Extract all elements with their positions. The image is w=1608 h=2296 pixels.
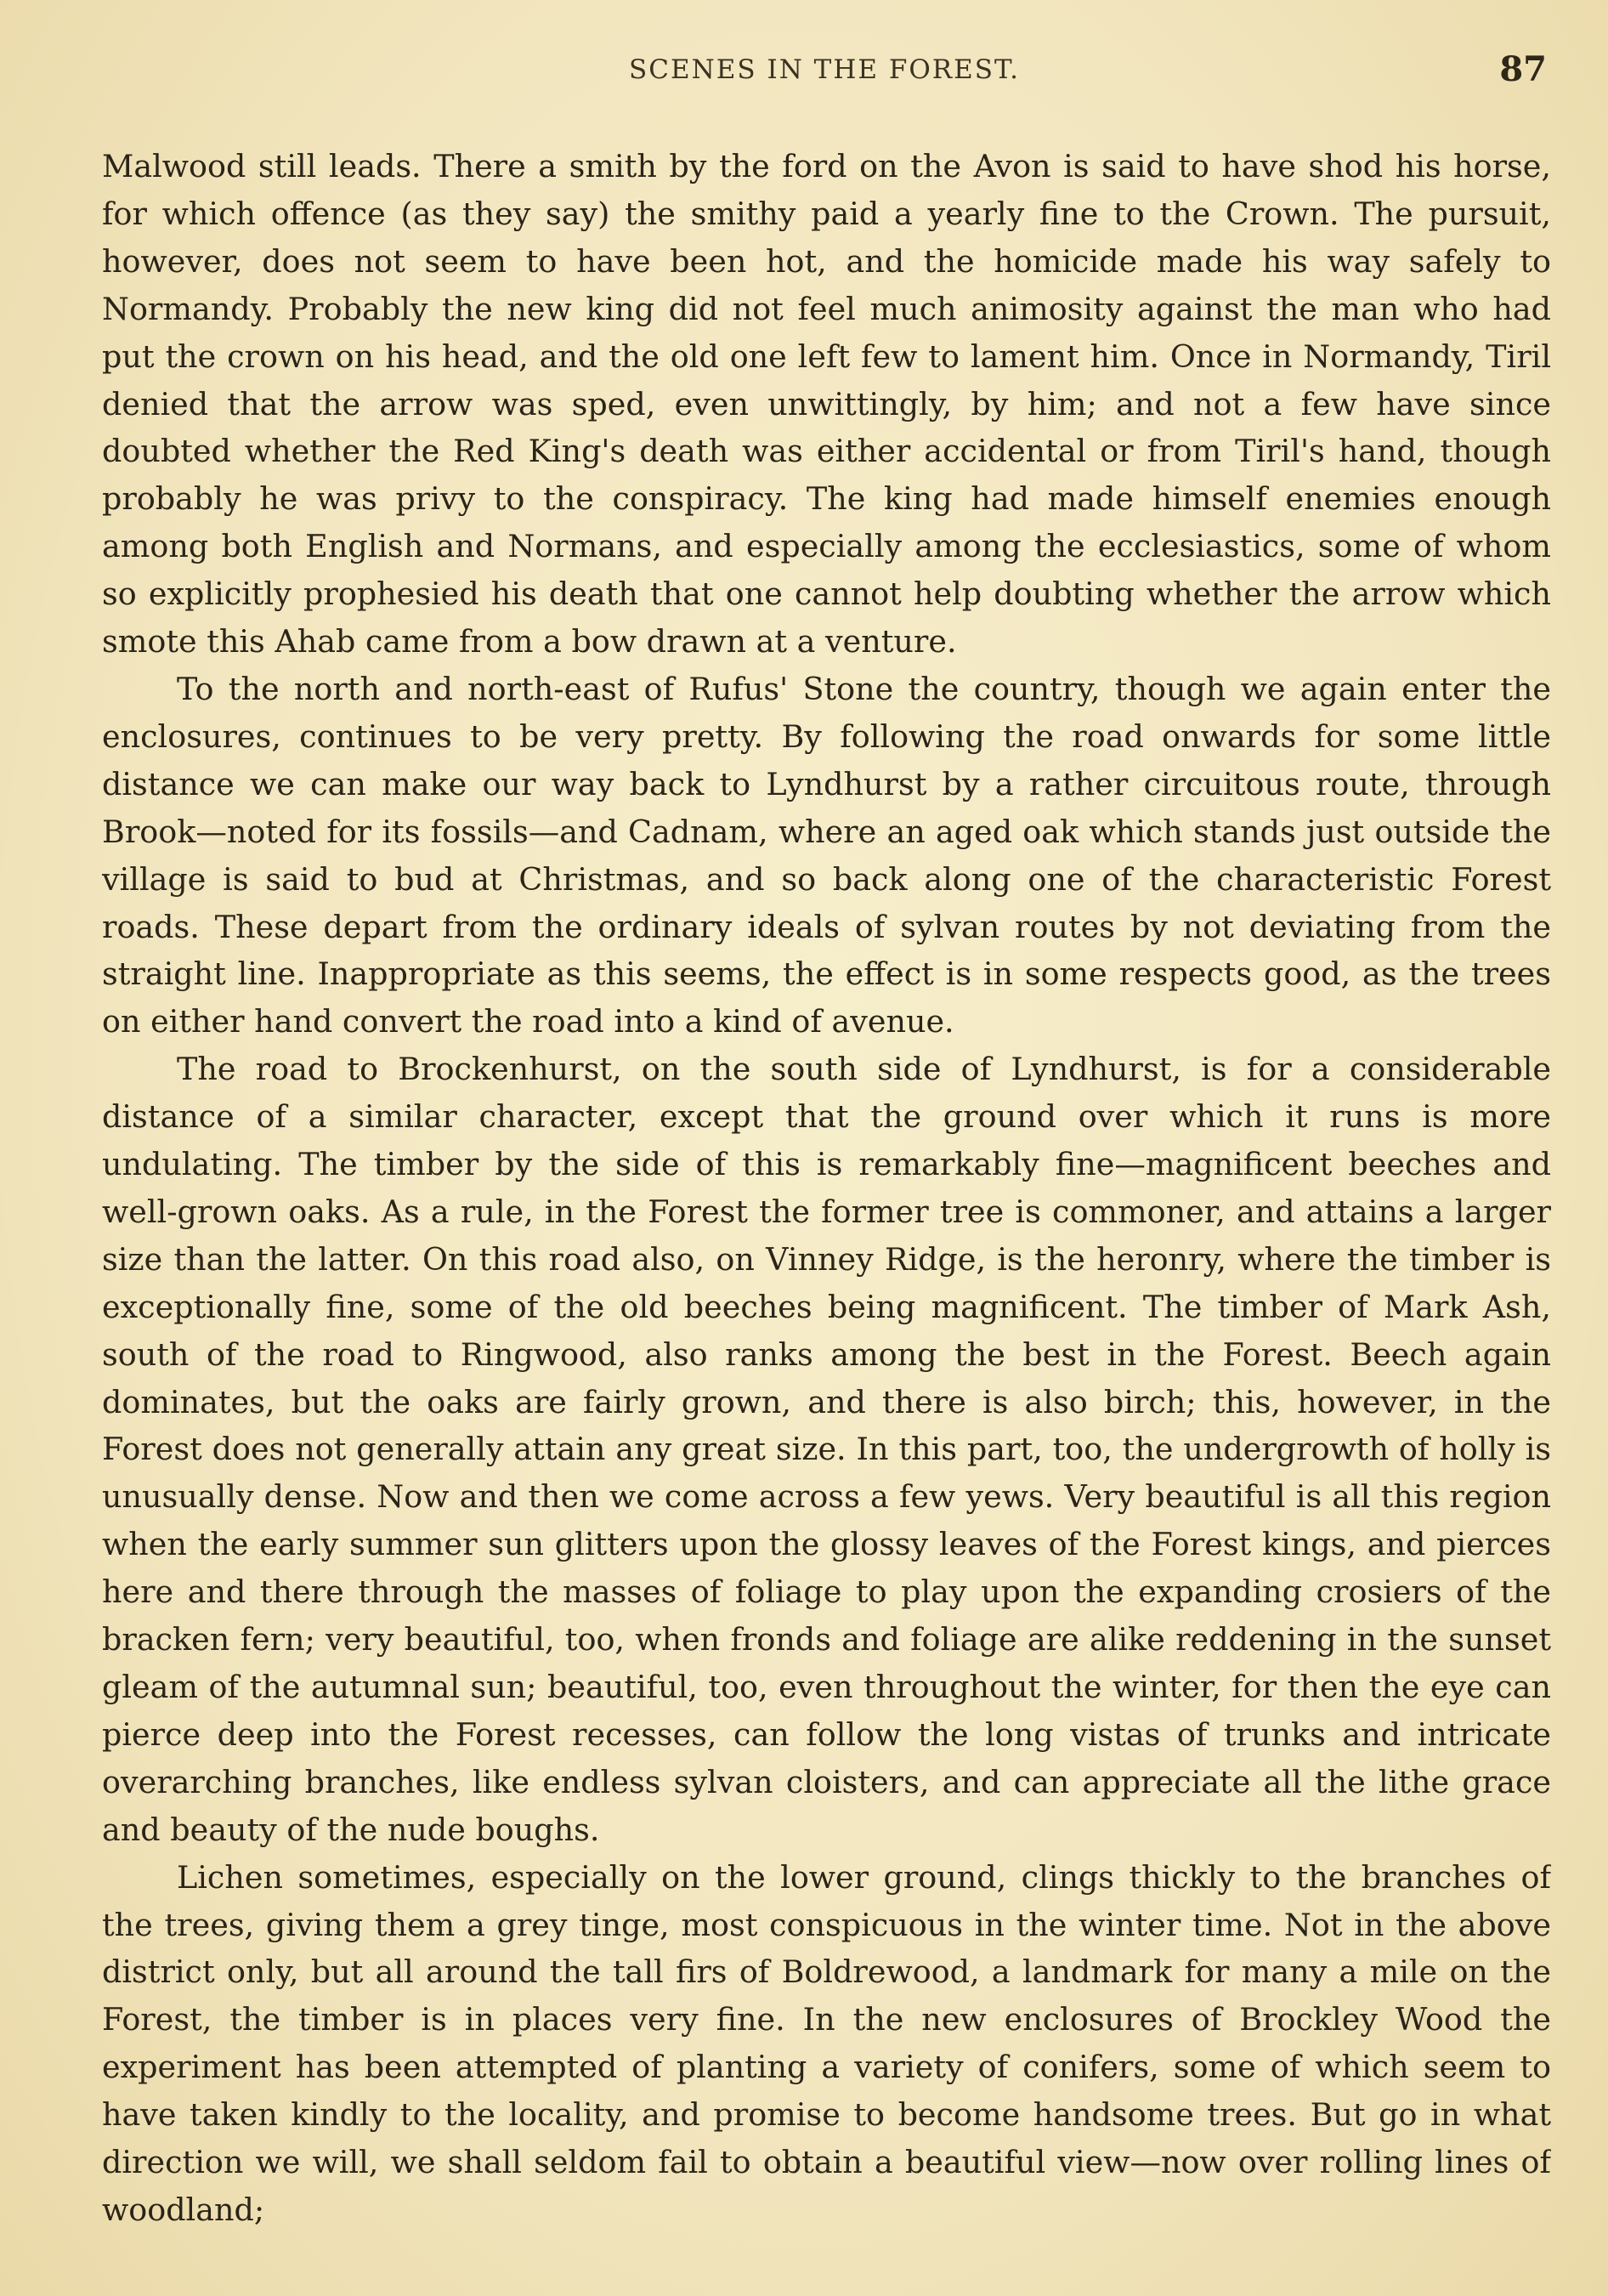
paragraph-rufus-stone: To the north and north-east of Rufus' Stone the country, though we again enter the enclosures, continues to be very pretty. By following the road onwards for some little distance we can make our way back to Lyndhurst by a rather circuitous route, through Brook—noted for its fossils—and Cadnam, where an aged oak which stands just outside the village is said to bud at Christmas, and so back along one of the characteristic Forest roads. These depart from the ordinary ideals of sylvan routes by not deviating from the straight line. Inappropriate as this seems, the effect is in some respects good, as the trees on either hand convert the road into a kind of avenue.	[102, 670, 1551, 1040]
running-head	[102, 49, 1547, 97]
paragraph-brockenhurst-road: The road to Brockenhurst, on the south side of Lyndhurst, is for a considerable distance of a similar character, except that the ground over which it runs is more undulating. The timber by the side of this is remarkably fine—magnificent beeches and well-grown oaks. As a rule, in the Forest the former tree is commoner, and attains a larger size than the latter. On this road also, on Vinney Ridge, is the heronry, where the timber is exceptionally fine, some of the old beeches being magnificent. The timber of Mark Ash, south of the road to Ringwood, also ranks among the best in the Forest. Beech again dominates, but the oaks are fairly grown, and there is also birch; this, however, in the Forest does not generally attain any great size. In this part, too, the undergrowth of holly is unusually dense. Now and then we come across a few yews. Very beautiful is all this region when the early summer sun glitters upon the glossy leaves of the Forest kings, and pierces here and there through the masses of foliage to play upon the expanding crosiers of the bracken fern; very beautiful, too, when fronds and foliage are alike reddening in the sunset gleam of the autumnal sun; beautiful, too, even throughout the winter, for then the eye can pierce deep into the Forest recesses, can follow the long vistas of trunks and intricate overarching branches, like endless sylvan cloisters, and can appreciate all the lithe grace and beauty of the nude boughs.	[102, 1051, 1551, 1848]
page-number: 87	[1499, 49, 1547, 89]
text-body	[102, 143, 1551, 2242]
running-title: SCENES IN THE FOREST.	[629, 54, 1020, 85]
paragraph-lichen: Lichen sometimes, especially on the lower ground, clings thickly to the branches of the trees, giving them a grey tinge, most conspicuous in the winter time. Not in the above district only, but all around the tall firs of Boldrewood, a landmark for many a mile on the Forest, the timber is in places very fine. In the new enclosures of Brockley Wood the experiment has been attempted of planting a variety of conifers, some of which seem to have taken kindly to the locality, and promise to become handsome trees. But go in what direction we will, we shall seldom fail to obtain a beautiful view—now over rolling lines of woodland;	[102, 1858, 1551, 2228]
paragraph-continued: Malwood still leads. There a smith by the ford on the Avon is said to have shod his horse, for which offence (as they say) the smithy paid a yearly fine to the Crown. The pursuit, however, does not seem to have been hot, and the homicide made his way safely to Normandy. Probably the new king did not feel much animosity against the man who had put the crown on his head, and the old one left few to lament him. Once in Normandy, Tiril denied that the arrow was sped, even unwittingly, by him; and not a few have since doubted whether the Red King's death was either accidental or from Tiril's hand, though probably he was privy to the conspiracy. The king had made himself enemies enough among both English and Normans, and especially among the ecclesiastics, some of whom so explicitly prophesied his death that one cannot help doubting whether the arrow which smote this Ahab came from a bow drawn at a venture.	[102, 148, 1551, 660]
